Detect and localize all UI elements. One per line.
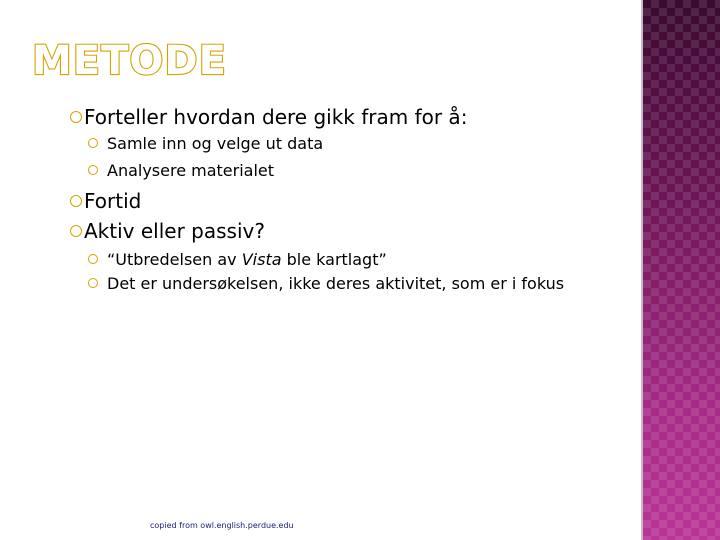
circle-bullet-icon — [88, 138, 98, 148]
bullet-text: Fortid — [84, 189, 142, 213]
circle-bullet-icon — [88, 278, 98, 288]
sub-bullet-item — [88, 133, 323, 155]
sub-bullet-text: Det er undersøkelsen, ikke deres aktivitet, som er i fokus — [107, 274, 565, 293]
quote-italic-text: Vista — [241, 250, 282, 269]
bullet-text: Forteller hvordan dere gikk fram for å: — [84, 105, 468, 129]
circle-bullet-icon — [70, 111, 82, 123]
sub-bullet-item — [88, 249, 387, 271]
bullet-item — [70, 218, 265, 244]
slide-title-text: METODE — [32, 38, 227, 84]
sub-bullet-item — [88, 273, 564, 295]
circle-bullet-icon — [88, 165, 98, 175]
circle-bullet-icon — [70, 195, 82, 207]
sub-bullet-text: Samle inn og velge ut data — [107, 134, 324, 153]
sub-bullet-text: Analysere materialet — [107, 161, 275, 180]
circle-bullet-icon — [88, 254, 98, 264]
bullet-text: Aktiv eller passiv? — [84, 219, 265, 243]
sub-bullet-item — [88, 160, 274, 182]
decorative-side-panel — [643, 0, 720, 540]
quote-open-text: “Utbredelsen av — [107, 250, 242, 269]
circle-bullet-icon — [70, 225, 82, 237]
bullet-item — [70, 104, 467, 130]
bullet-item — [70, 188, 141, 214]
quote-close-text: ble kartlagt” — [281, 250, 387, 269]
source-footnote: copied from owl.english.perdue.edu — [150, 521, 294, 530]
